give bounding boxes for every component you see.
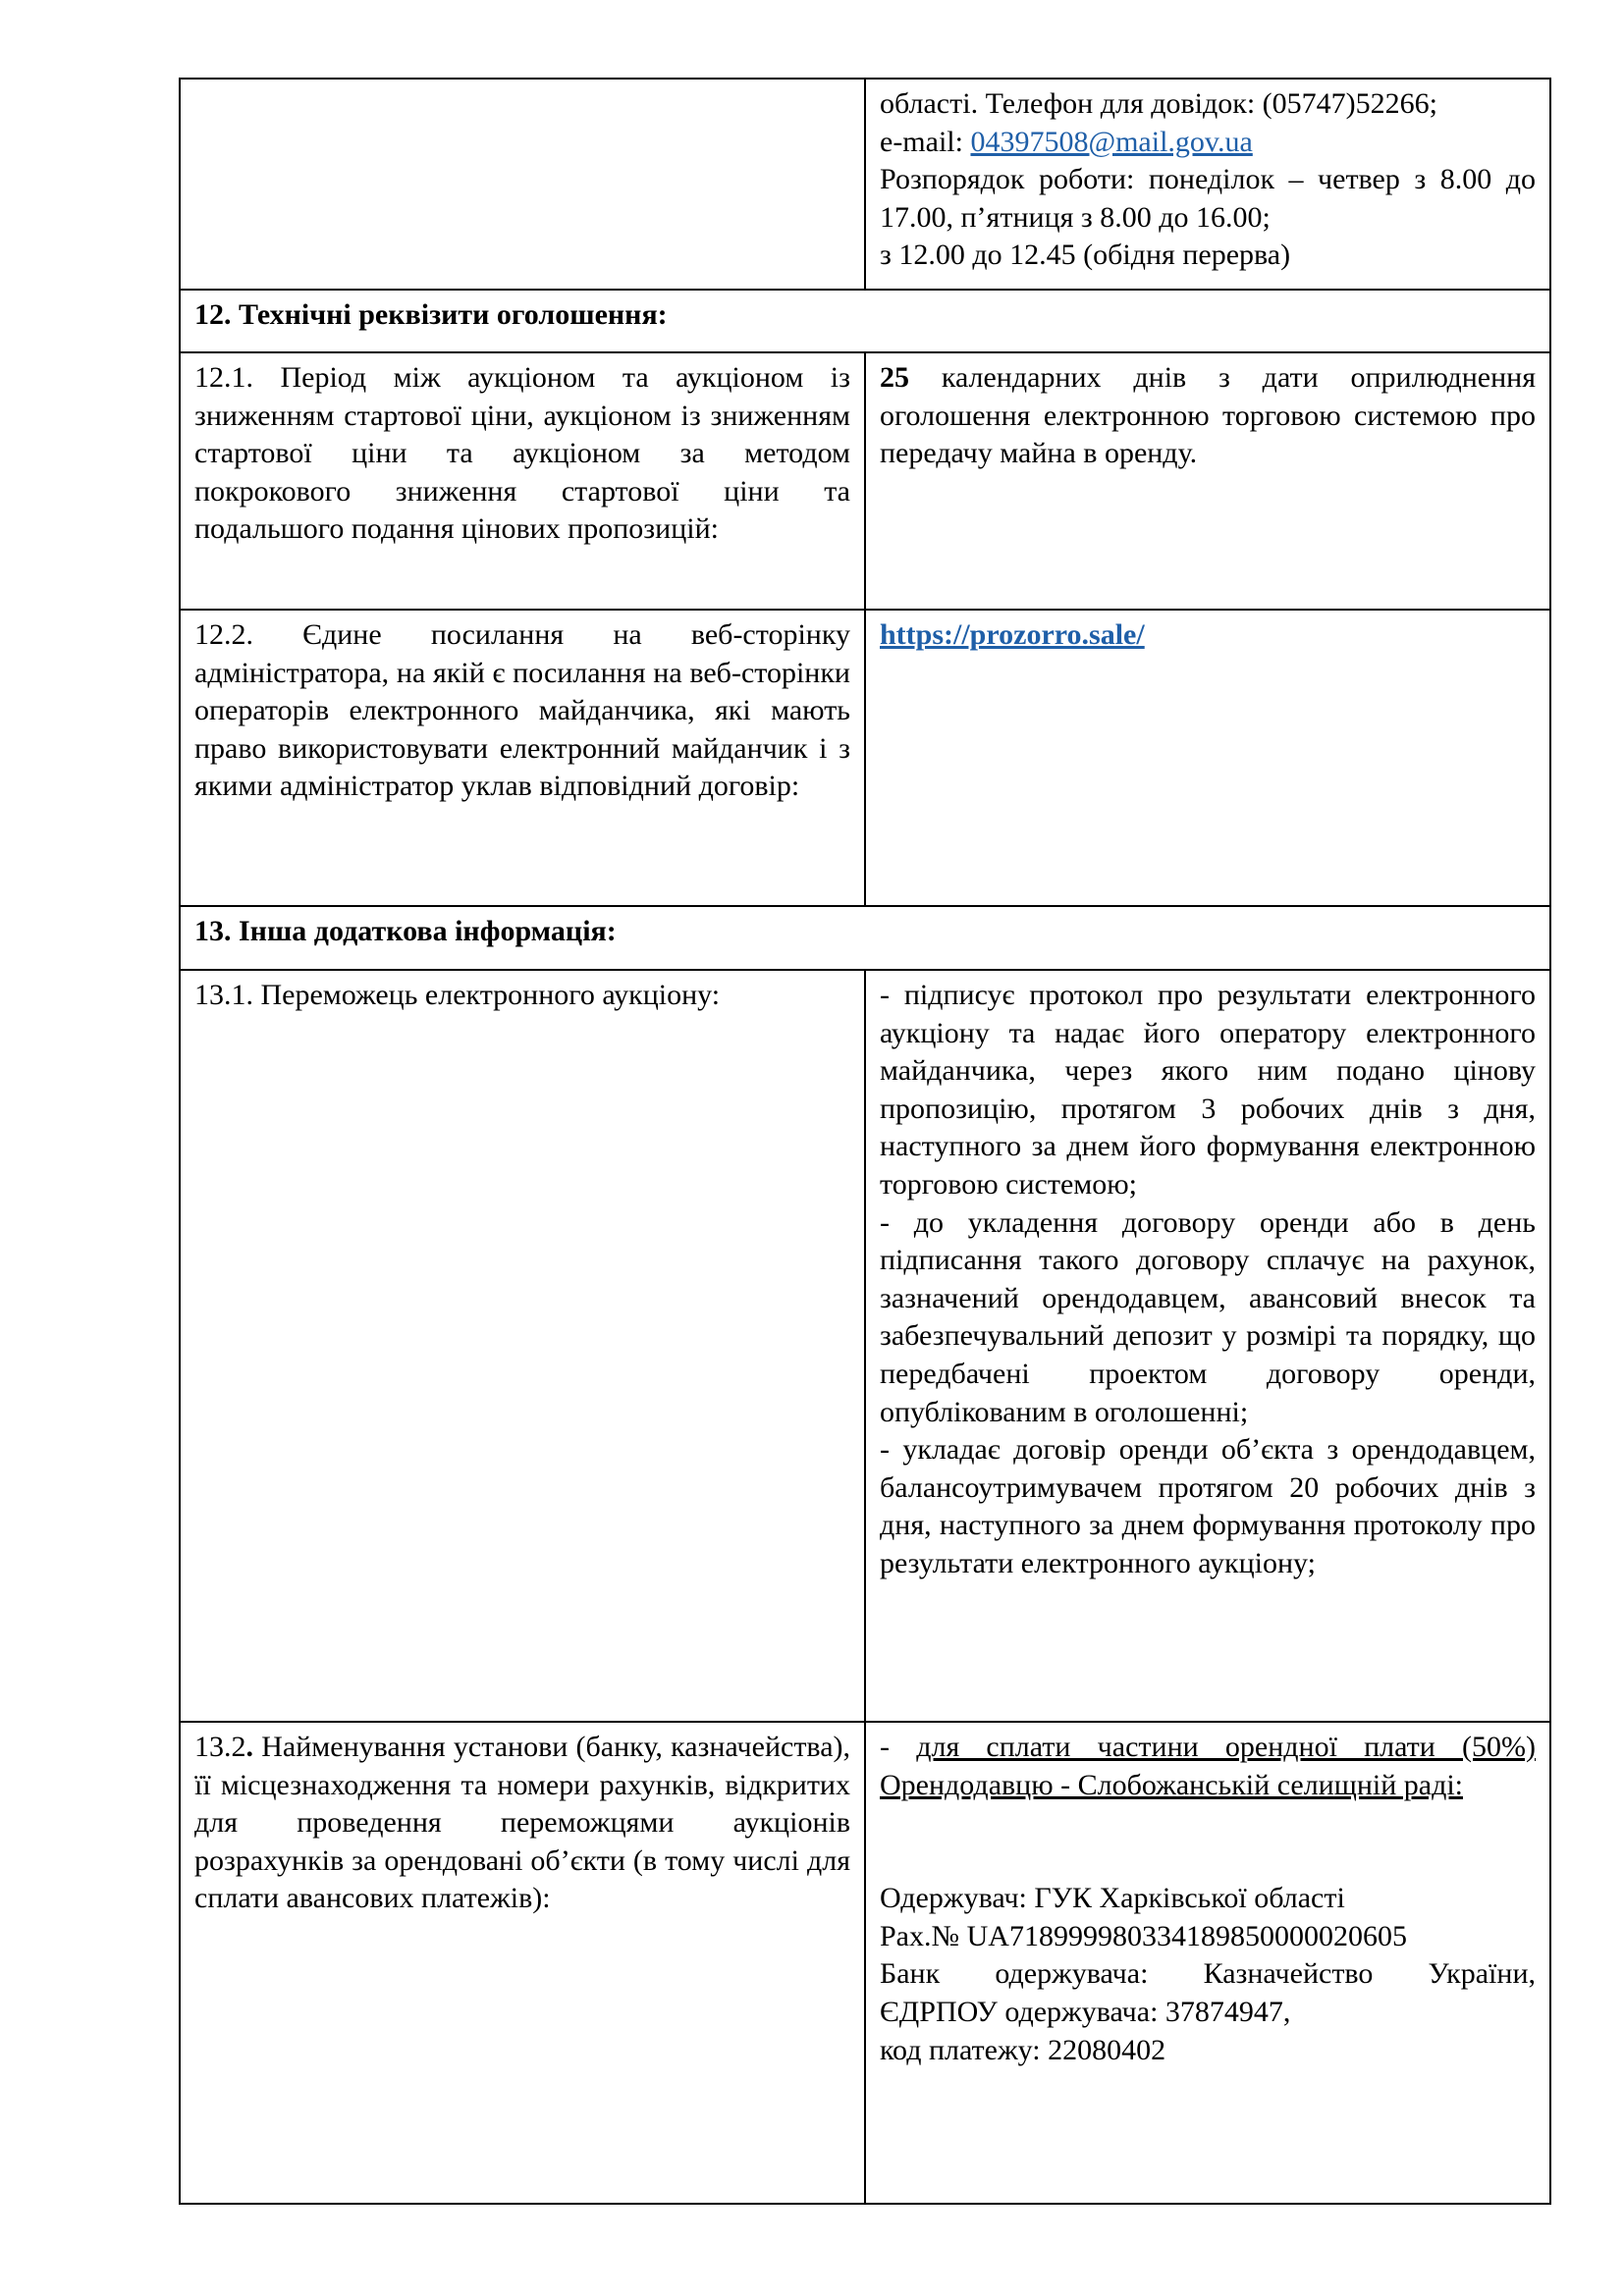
item-12-2-row [180, 610, 1550, 906]
email-link[interactable]: 04397508@mail.gov.ua [970, 125, 1253, 158]
item-12-1-days-number: 25 [880, 360, 909, 394]
payment-dash: - [880, 1730, 917, 1763]
contact-break-line: з 12.00 до 12.45 (обідня перерва) [880, 239, 1291, 272]
item-12-1-label: 12.1. Період між аукціоном та аукціоном із зниженням стартової ціни, аукціоном із зниженням стартової ціни та аукціоном за методом покрокового зниження стартової ціни та подальшого подання цінових пропозицій: [180, 352, 865, 610]
payment-code: код платежу: 22080402 [880, 2033, 1166, 2066]
payment-account: Рах.№ UA718999980334189850000020605 [880, 1919, 1407, 1952]
item-13-1-row [180, 970, 1550, 1722]
section13-title: 13. Інша додаткова інформація: [180, 906, 1550, 970]
contact-row [180, 79, 1550, 290]
payment-heading-text: для сплати частини орендної плати (50%) Орендодавцю - Слобожанській селищній раді: [880, 1730, 1537, 1801]
winner-duty-1: - підписує протокол про результати електронного аукціону та надає його оператору електронного майданчика, через якого ним подано цінову пропозицію, протягом 3 робочих днів з дня, наступного за днем його формування електронною торговою системою; [880, 978, 1536, 1201]
payment-bank: Банк одержувача: Казначейство України, [880, 1957, 1536, 1991]
email-label: e-mail: [880, 125, 971, 158]
section12-header-row [180, 290, 1550, 352]
contact-schedule-line: Розпорядок роботи: понеділок – четвер з 8.00 до 17.00, п’ятниця з 8.00 до 16.00; [880, 163, 1536, 234]
payment-heading [880, 1729, 1536, 1804]
section12-title: 12. Технічні реквізити оголошення: [180, 290, 1550, 352]
contact-phone-line: області. Телефон для довідок: (05747)52266; [880, 87, 1437, 120]
payment-recipient: Одержувач: ГУК Харківської області [880, 1882, 1345, 1915]
winner-duty-3: - укладає договір оренди об’єкта з орендодавцем, балансоутримувачем протягом 20 робочих днів з дня, наступного за днем формування протоколу про результати електронного аукціону; [880, 1433, 1536, 1579]
contact-cell [865, 79, 1550, 290]
contact-email-line [880, 124, 1536, 162]
item-13-2-row [180, 1722, 1550, 2204]
payment-edrpou: ЄДРПОУ одержувача: 37874947, [880, 1995, 1291, 2028]
contact-empty-cell [180, 79, 865, 290]
item-13-2-text: Найменування установи (банку, казначейства), її місцезнаходження та номери рахунків, відкритих для проведення переможцями аукціонів розрахунків за орендовані об’єкти (в тому числі для сплати авансових платежів): [194, 1730, 850, 1915]
item-13-2-label [180, 1722, 865, 2204]
item-12-1-days-text: календарних днів з дати оприлюднення оголошення електронною торговою системою про передачу майна в оренду. [880, 360, 1536, 470]
item-13-2-number: 13.2 [194, 1730, 246, 1763]
item-12-1-value [865, 352, 1550, 610]
section13-header-row [180, 906, 1550, 970]
payment-gap [880, 1804, 1536, 1880]
item-13-2-dot: . [245, 1730, 253, 1763]
item-13-1-value [865, 970, 1550, 1722]
item-13-2-value [865, 1722, 1550, 2204]
winner-duty-2: - до укладення договору оренди або в день підписання такого договору сплачує на рахунок, зазначений орендодавцем, авансовий внесок та забезпечувальний депозит у розмірі та порядку, що передбачені проектом договору оренди, опублікованим в оголошенні; [880, 1205, 1536, 1428]
item-12-1-row [180, 352, 1550, 610]
item-12-2-value [865, 610, 1550, 906]
announcement-table [179, 78, 1551, 2205]
prozorro-link[interactable]: https://prozorro.sale/ [880, 617, 1145, 651]
item-13-1-label: 13.1. Переможець електронного аукціону: [180, 970, 865, 1722]
item-12-2-label: 12.2. Єдине посилання на веб-сторінку адміністратора, на якій є посилання на веб-сторінки операторів електронного майданчика, які мають право використовувати електронний майданчик і з якими адміністратор уклав відповідний договір: [180, 610, 865, 906]
